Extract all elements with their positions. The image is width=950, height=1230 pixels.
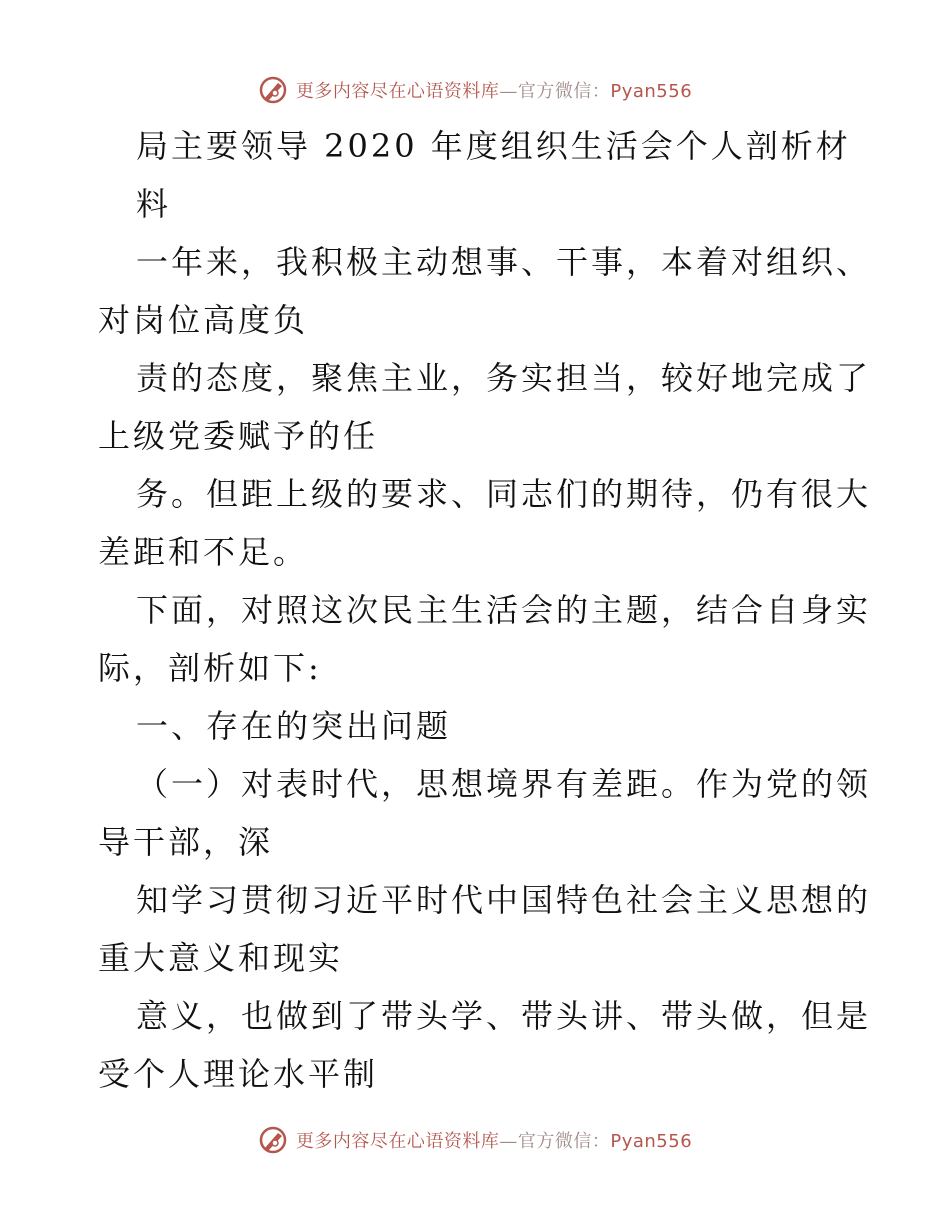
title-line-2: 料 xyxy=(136,185,172,223)
paragraph-line: 导干部，深 xyxy=(98,823,274,861)
watermark-main: 更多内容尽在心语资料库 xyxy=(295,81,500,102)
paragraph-line: 上级党委赋予的任 xyxy=(98,417,379,455)
watermark-dash: — xyxy=(499,1131,518,1152)
title-line-1: 局主要领导 2020 年度组织生活会个人剖析材 xyxy=(136,127,851,165)
watermark-header xyxy=(0,70,950,110)
pen-seal-icon xyxy=(258,75,288,105)
paragraph-line: 意义，也做到了带头学、带头讲、带头做，但是 xyxy=(136,997,872,1035)
watermark-dash: — xyxy=(499,81,518,102)
watermark-id: Pyan556 xyxy=(610,1131,693,1152)
paragraph-line: 际，剖析如下: xyxy=(98,649,322,687)
paragraph-line: 下面，对照这次民主生活会的主题，结合自身实 xyxy=(136,591,872,629)
paragraph-line: 知学习贯彻习近平时代中国特色社会主义思想的 xyxy=(136,881,872,919)
paragraph-line: 重大意义和现实 xyxy=(98,939,344,977)
paragraph-line: 务。但距上级的要求、同志们的期待，仍有很大 xyxy=(136,475,872,513)
section-heading: 一、存在的突出问题 xyxy=(136,707,452,745)
paragraph-line: 责的态度，聚焦主业，务实担当，较好地完成了 xyxy=(136,359,872,397)
pen-seal-icon xyxy=(258,1125,288,1155)
paragraph-line: 受个人理论水平制 xyxy=(98,1055,379,1093)
watermark-main: 更多内容尽在心语资料库 xyxy=(295,1131,500,1152)
watermark-sub: 官方微信： xyxy=(517,81,611,102)
watermark-id: Pyan556 xyxy=(610,81,693,102)
document-body xyxy=(98,117,872,1103)
watermark-text xyxy=(296,77,692,103)
subsection-line: （一）对表时代，思想境界有差距。作为党的领 xyxy=(136,765,872,803)
paragraph-line: 一年来，我积极主动想事、干事，本着对组织、 xyxy=(136,243,872,281)
watermark-sub: 官方微信： xyxy=(517,1131,611,1152)
watermark-text xyxy=(296,1127,692,1153)
paragraph-line: 对岗位高度负 xyxy=(98,301,309,339)
paragraph-line: 差距和不足。 xyxy=(98,533,309,571)
watermark-footer xyxy=(0,1120,950,1160)
